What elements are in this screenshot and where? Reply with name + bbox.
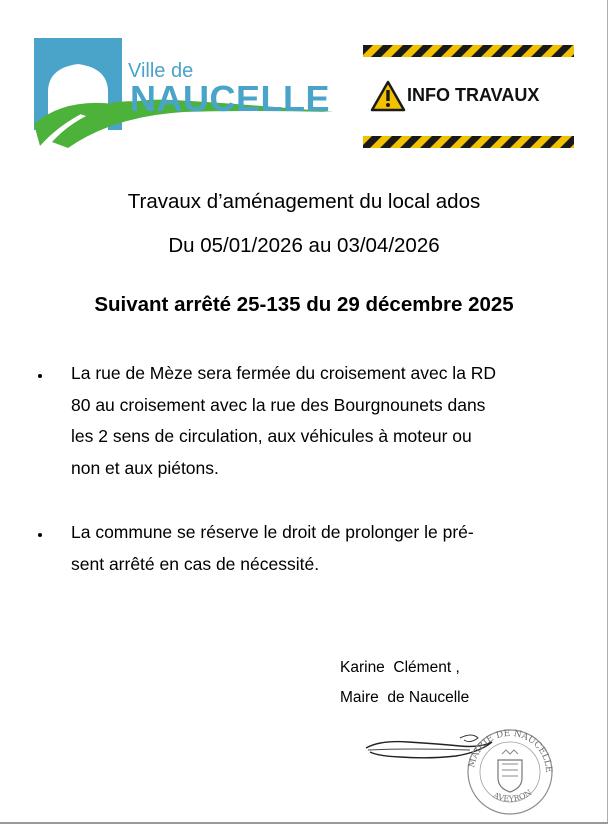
bullet-dot [38, 533, 42, 537]
signatory-name: Karine Clément , [340, 659, 460, 676]
seal-text-bottom: AVEYRON [491, 787, 534, 804]
item-line: sent arrêté en cas de nécessité. [71, 553, 320, 574]
logo-text-line1: Ville de [128, 60, 194, 82]
item-line: non et aux piétons. [71, 457, 219, 478]
item-line: 80 au croisement avec la rue des Bourgnounets dans [71, 394, 486, 415]
info-travaux-label: INFO TRAVAUX [407, 85, 540, 105]
item-line: La commune se réserve le droit de prolonger le pré- [71, 522, 474, 542]
info-travaux-banner [363, 45, 574, 148]
signatory-title: Maire de Naucelle [340, 689, 470, 706]
logo-text-line2: NAUCELLE [130, 78, 330, 119]
item-line: La rue de Mèze sera fermée du croisement avec la RD [71, 363, 497, 383]
notice-title: Travaux d’aménagement du local ados [127, 190, 481, 213]
list-item [71, 517, 571, 580]
list-item [71, 358, 571, 484]
item-line: les 2 sens de circulation, aux véhicules à moteur ou [71, 426, 472, 446]
notice-decree: Suivant arrêté 25-135 du 29 décembre 2025 [94, 293, 514, 316]
town-seal [460, 726, 560, 816]
bullet-dot [38, 374, 42, 378]
naucelle-logo [34, 38, 346, 150]
notice-dates: Du 05/01/2026 au 03/04/2026 [168, 234, 440, 257]
signature-and-stamp [360, 726, 560, 816]
warning-icon [370, 80, 406, 112]
seal-text-top: MAIRIE DE NAUCELLE [467, 728, 554, 774]
